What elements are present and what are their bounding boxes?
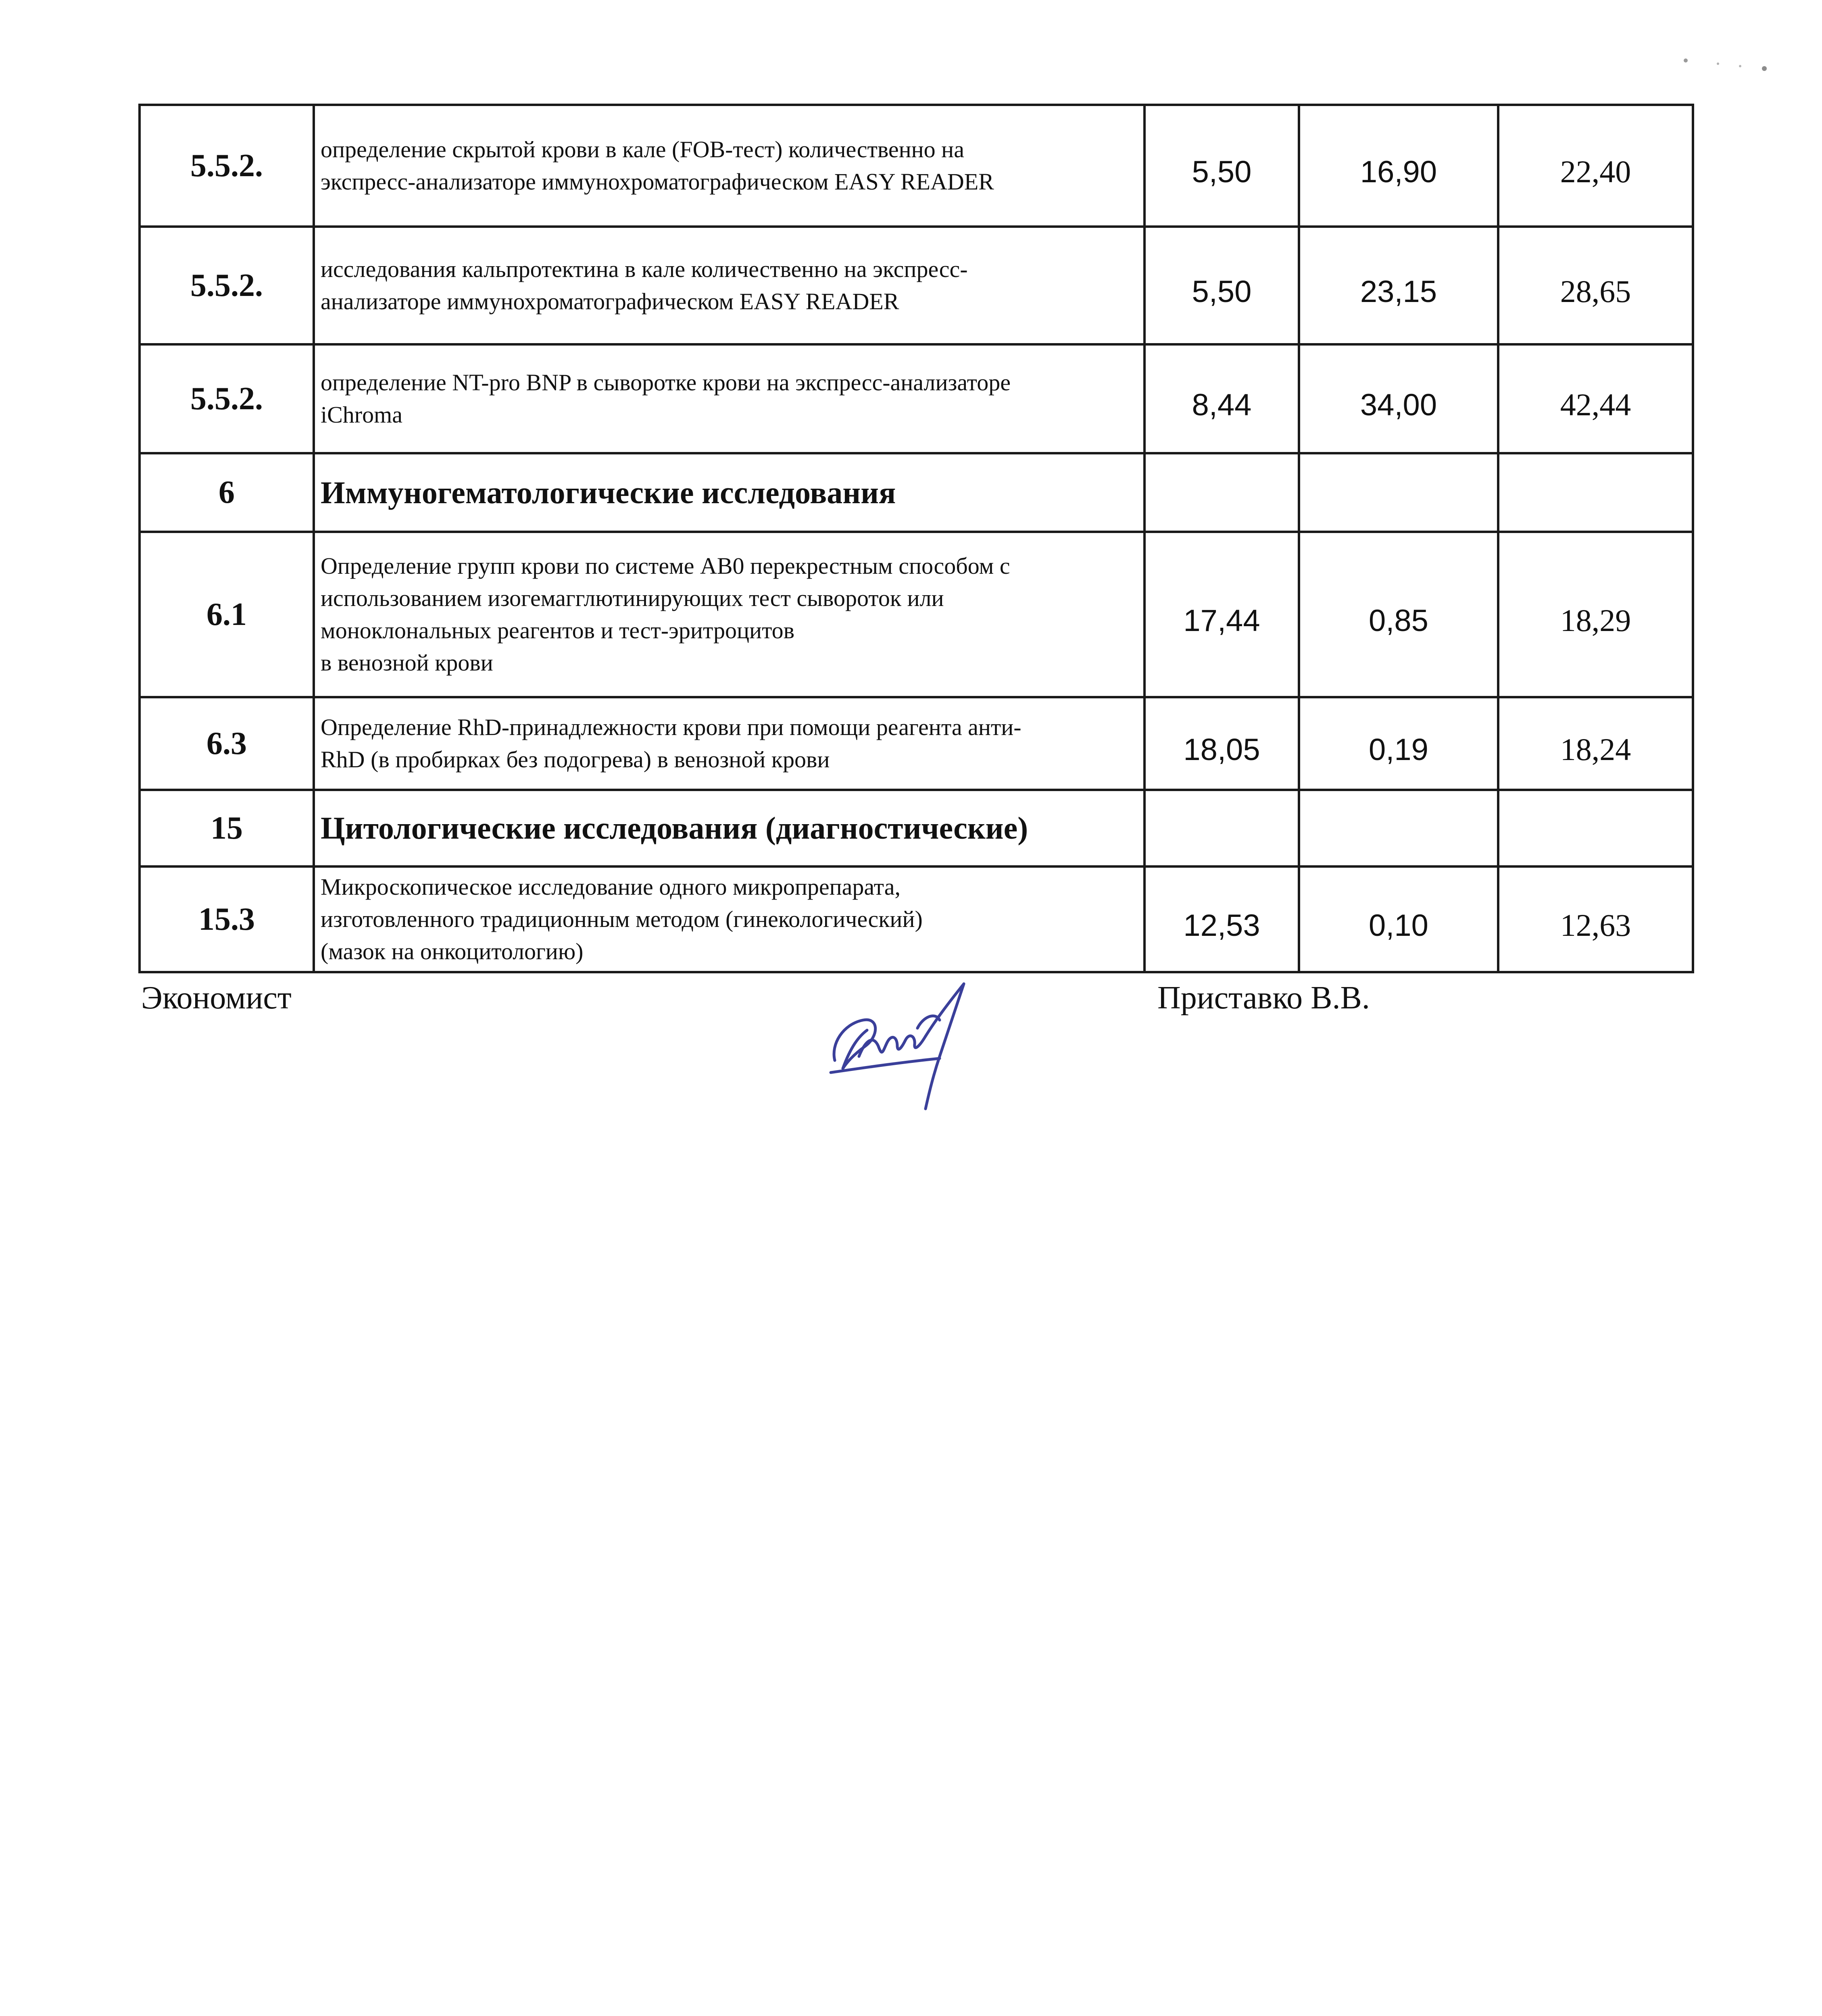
value-cell-2: 0,19 xyxy=(1299,697,1498,790)
section-row xyxy=(140,453,1693,532)
row-description xyxy=(314,344,1144,453)
table-row xyxy=(140,532,1693,697)
row-description xyxy=(314,697,1144,790)
section-code: 6 xyxy=(140,453,314,532)
row-code: 6.3 xyxy=(140,697,314,790)
price-table xyxy=(138,104,1694,973)
table-row xyxy=(140,697,1693,790)
value-cell-2: 23,15 xyxy=(1299,227,1498,344)
value-cell-3: 42,44 xyxy=(1498,344,1693,453)
table-row xyxy=(140,866,1693,972)
table-row xyxy=(140,344,1693,453)
value-cell-2: 34,00 xyxy=(1299,344,1498,453)
value-cell-1: 12,53 xyxy=(1144,866,1299,972)
description-line: RhD (в пробирках без подогрева) в венозной крови xyxy=(321,746,830,773)
signatory-position: Экономист xyxy=(141,980,292,1016)
empty-cell xyxy=(1299,453,1498,532)
value-cell-3: 28,65 xyxy=(1498,227,1693,344)
description-line: определение NT-pro BNP в сыворотке крови на экспресс-анализаторе xyxy=(321,369,1011,396)
empty-cell xyxy=(1144,453,1299,532)
table-row xyxy=(140,105,1693,227)
row-code: 5.5.2. xyxy=(140,227,314,344)
value-cell-2: 0,85 xyxy=(1299,532,1498,697)
value-cell-1: 8,44 xyxy=(1144,344,1299,453)
value-cell-1: 18,05 xyxy=(1144,697,1299,790)
row-code: 15.3 xyxy=(140,866,314,972)
row-code: 6.1 xyxy=(140,532,314,697)
row-code: 5.5.2. xyxy=(140,344,314,453)
value-cell-3: 22,40 xyxy=(1498,105,1693,227)
description-line: iChroma xyxy=(321,402,402,428)
description-line: Определение RhD-принадлежности крови при помощи реагента анти- xyxy=(321,714,1021,740)
description-line: Определение групп крови по системе АВ0 перекрестным способом с xyxy=(321,553,1010,579)
scan-specks xyxy=(1670,48,1791,81)
description-line: анализаторе иммунохроматографическом EASY READER xyxy=(321,288,899,314)
empty-cell xyxy=(1144,790,1299,866)
section-code: 15 xyxy=(140,790,314,866)
signatory-name: Приставко В.В. xyxy=(1157,980,1370,1016)
empty-cell xyxy=(1498,790,1693,866)
row-code: 5.5.2. xyxy=(140,105,314,227)
value-cell-1: 5,50 xyxy=(1144,105,1299,227)
row-description xyxy=(314,227,1144,344)
value-cell-3: 18,24 xyxy=(1498,697,1693,790)
description-line: изготовленного традиционным методом (гинекологический) xyxy=(321,906,923,932)
value-cell-2: 16,90 xyxy=(1299,105,1498,227)
section-title: Иммуногематологические исследования xyxy=(314,453,1144,532)
empty-cell xyxy=(1498,453,1693,532)
table-row xyxy=(140,227,1693,344)
description-line: Микроскопическое исследование одного микропрепарата, xyxy=(321,874,901,900)
value-cell-1: 17,44 xyxy=(1144,532,1299,697)
empty-cell xyxy=(1299,790,1498,866)
row-description xyxy=(314,105,1144,227)
section-title: Цитологические исследования (диагностические) xyxy=(314,790,1144,866)
description-line: определение скрытой крови в кале (FOB-тест) количественно на xyxy=(321,136,964,162)
value-cell-3: 18,29 xyxy=(1498,532,1693,697)
description-line: исследования кальпротектина в кале количественно на экспресс- xyxy=(321,256,968,282)
description-line: моноклональных реагентов и тест-эритроцитов xyxy=(321,617,795,644)
description-line: использованием изогемагглютинирующих тест сывороток или xyxy=(321,585,944,611)
description-line: экспресс-анализаторе иммунохроматографическом EASY READER xyxy=(321,169,994,195)
handwritten-signature xyxy=(819,976,1004,1113)
section-row xyxy=(140,790,1693,866)
value-cell-1: 5,50 xyxy=(1144,227,1299,344)
row-description xyxy=(314,532,1144,697)
description-line: (мазок на онкоцитологию) xyxy=(321,938,584,964)
row-description xyxy=(314,866,1144,972)
value-cell-2: 0,10 xyxy=(1299,866,1498,972)
description-line: в венозной крови xyxy=(321,650,493,676)
value-cell-3: 12,63 xyxy=(1498,866,1693,972)
